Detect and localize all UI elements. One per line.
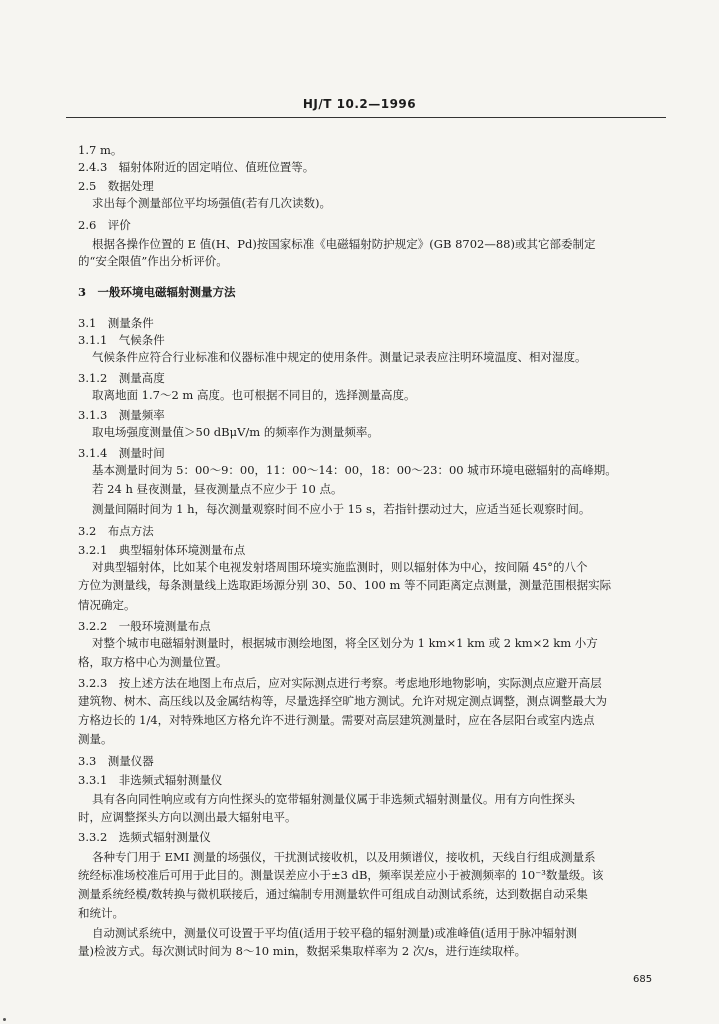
text-line: 各种专门用于 EMI 测量的场强仪，干扰测试接收机，以及用频谱仪，接收机，天线自行组成测量系	[92, 850, 596, 864]
text-line: 的“安全限值”作出分析评价。	[78, 254, 228, 268]
text-line: 量)检波方式。每次测试时间为 8～10 min，数据采集取样率为 2 次/s，进行连续取样。	[78, 944, 527, 958]
text-line: 自动测试系统中，测量仪可设置于平均值(适用于较平稳的辐射测量)或准峰值(适用于脉冲辐射测	[92, 926, 577, 940]
section-heading: 3.3.1 非选频式辐射测量仪	[78, 773, 223, 787]
text-line: 具有各向同性响应或有方向性探头的宽带辐射测量仪属于非选频式辐射测量仪。用有方向性探头	[92, 792, 575, 806]
section-heading: 3.1.1 气候条件	[78, 333, 165, 347]
section-heading: 3.2.2 一般环境测量布点	[78, 619, 211, 633]
text-line: 2.4.3 辐射体附近的固定哨位、值班位置等。	[78, 160, 315, 174]
text-line: 情况确定。	[78, 598, 136, 612]
text-line: 时，应调整探头方向以测出最大辐射电平。	[78, 810, 297, 824]
text-line: 测量间隔时间为 1 h，每次测量观察时间不应小于 15 s，若指针摆动过大，应适当延长观察时间。	[92, 502, 591, 516]
text-line: 气候条件应符合行业标准和仪器标准中规定的使用条件。测量记录表应注明环境温度、相对湿度。	[92, 350, 587, 364]
text-line: 测量系统经模/数转换与微机联接后，通过编制专用测量软件可组成自动测试系统，达到数据自动采集	[78, 887, 588, 901]
text-line: 1.7 m。	[78, 143, 123, 157]
header-rule	[66, 117, 666, 118]
text-line: 求出每个测量部位平均场强值(若有几次读数)。	[92, 196, 331, 210]
text-line: 和统计。	[78, 906, 124, 920]
text-line: 测量。	[78, 732, 113, 746]
section-heading: 3.1 测量条件	[78, 316, 154, 330]
text-line: 建筑物、树木、高压线以及金属结构等，尽量选择空旷地方测试。允许对规定测点调整，测点调整最大为	[78, 694, 607, 708]
text-line: 对典型辐射体，比如某个电视发射塔周围环境实施监测时，则以辐射体为中心，按间隔 45°的八个	[92, 560, 588, 574]
text-line: 方位为测量线，每条测量线上选取距场源分别 30、50、100 m 等不同距离定点测量，测量范围根据实际	[78, 578, 612, 592]
text-line: 若 24 h 昼夜测量，昼夜测量点不应少于 10 点。	[92, 482, 343, 496]
section-heading: 3.2 布点方法	[78, 524, 154, 538]
section-heading: 2.6 评价	[78, 218, 131, 232]
section-heading: 3.1.3 测量频率	[78, 408, 165, 422]
section-heading: 3.3 测量仪器	[78, 754, 154, 768]
text-line: 根据各操作位置的 E 值(H、Pd)按国家标准《电磁辐射防护规定》(GB 8702—88)或其它部委制定	[92, 237, 596, 251]
text-line: 基本测量时间为 5：00～9：00，11：00～14：00，18：00～23：00 城市环境电磁辐射的高峰期。	[92, 463, 617, 477]
section-heading: 3.3.2 选频式辐射测量仪	[78, 830, 211, 844]
section-heading: 2.5 数据处理	[78, 179, 154, 193]
page-header: HJ/T 10.2—1996	[302, 97, 417, 111]
scan-speck	[3, 1018, 6, 1021]
text-line: 取离地面 1.7～2 m 高度。也可根据不同目的，选择测量高度。	[92, 388, 416, 402]
chapter-heading: 3 一般环境电磁辐射测量方法	[78, 285, 236, 299]
page-number: 685	[633, 974, 653, 985]
text-line: 统经标准场校准后可用于此目的。测量误差应小于±3 dB，频率误差应小于被测频率的 10⁻³数量级。该	[78, 868, 604, 882]
text-line: 3.2.3 按上述方法在地图上布点后，应对实际测点进行考察。考虑地形地物影响，实际测点应避开高层	[78, 676, 602, 690]
text-line: 对整个城市电磁辐射测量时，根据城市测绘地图，将全区划分为 1 km×1 km 或 2 km×2 km 小方	[92, 636, 598, 650]
text-line: 取电场强度测量值＞50 dBμV/m 的频率作为测量频率。	[92, 425, 379, 439]
text-line: 方格边长的 1/4，对特殊地区方格允许不进行测量。需要对高层建筑测量时，应在各层阳台或室内选点	[78, 713, 595, 727]
text-line: 格，取方格中心为测量位置。	[78, 655, 228, 669]
section-heading: 3.1.2 测量高度	[78, 371, 165, 385]
section-heading: 3.1.4 测量时间	[78, 446, 165, 460]
section-heading: 3.2.1 典型辐射体环境测量布点	[78, 543, 246, 557]
